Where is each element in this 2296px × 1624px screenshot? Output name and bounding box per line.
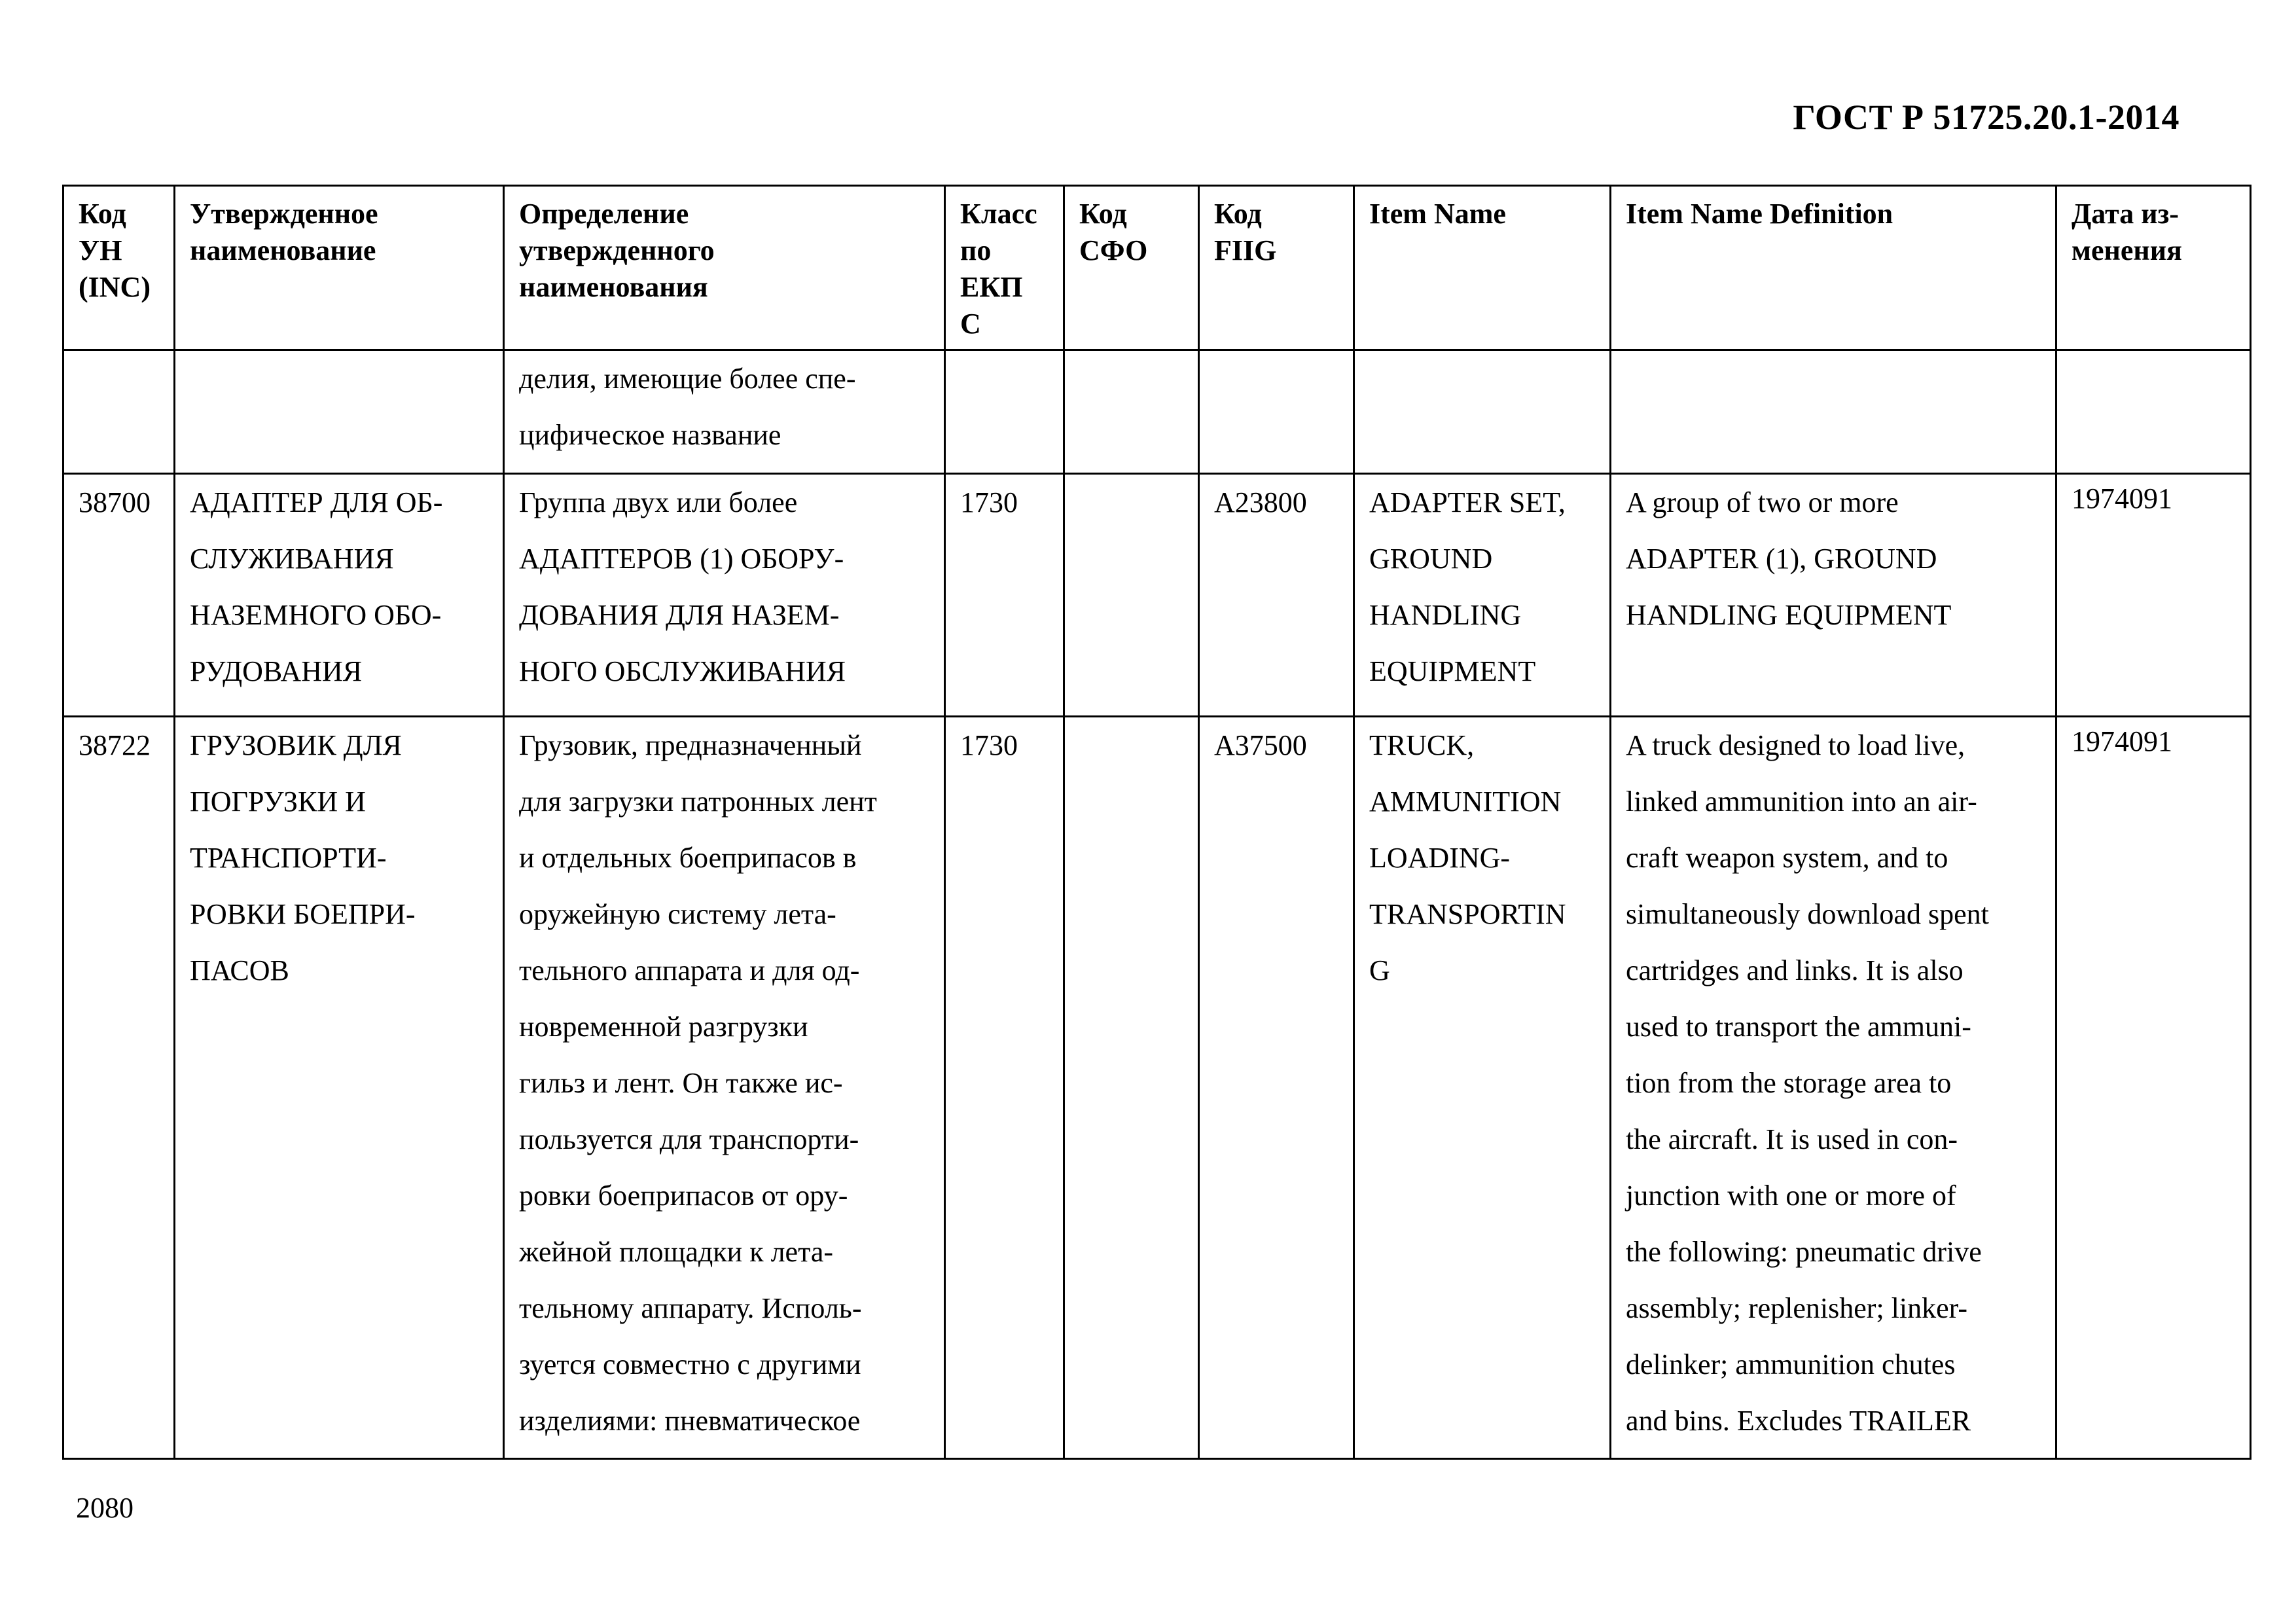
header-line: ЕКП xyxy=(960,271,1023,303)
header-line: УН xyxy=(79,234,122,266)
cell-line: junction with one or more of xyxy=(1626,1180,1956,1212)
cell-line: 1730 xyxy=(960,486,1018,518)
cell-line: ПОГРУЗКИ И xyxy=(190,785,366,818)
cell-sfo xyxy=(1064,350,1199,474)
cell-line: ГРУЗОВИК ДЛЯ xyxy=(190,729,402,761)
cell-line: AMMUNITION xyxy=(1369,785,1562,818)
cell-line: зуется совместно с другими xyxy=(519,1348,861,1380)
header-line: менения xyxy=(2072,234,2182,266)
cell-line: A truck designed to load live, xyxy=(1626,729,1965,761)
cell-line: linked ammunition into an air- xyxy=(1626,785,1977,818)
cell-line: Группа двух или более xyxy=(519,486,798,518)
cell-line: РУДОВАНИЯ xyxy=(190,655,363,687)
cell-line: A37500 xyxy=(1214,729,1307,761)
header-line: С xyxy=(960,308,981,340)
cell-line: НАЗЕМНОГО ОБО- xyxy=(190,599,442,631)
header-line: Item Name Definition xyxy=(1626,198,1893,230)
header-date xyxy=(2056,186,2251,350)
header-line: Код xyxy=(79,198,126,230)
cell-item-name-definition xyxy=(1611,717,2056,1459)
cell-line: used to transport the ammuni- xyxy=(1626,1011,1971,1043)
catalog-table xyxy=(62,185,2251,1460)
header-item-name xyxy=(1354,186,1611,350)
header-line: по xyxy=(960,234,992,266)
table-row xyxy=(63,474,2251,717)
cell-item-name xyxy=(1354,717,1611,1459)
cell-definition xyxy=(504,474,945,717)
header-sfo xyxy=(1064,186,1199,350)
cell-line: СЛУЖИВАНИЯ xyxy=(190,543,394,575)
cell-line: тельному аппарату. Исполь- xyxy=(519,1292,862,1324)
cell-approved-name xyxy=(175,717,504,1459)
cell-line: TRANSPORTIN xyxy=(1369,898,1566,930)
document-standard-header: ГОСТ Р 51725.20.1-2014 xyxy=(1793,98,2179,137)
cell-line: LOADING- xyxy=(1369,842,1511,874)
cell-line: АДАПТЕР ДЛЯ ОБ- xyxy=(190,486,443,518)
header-line: Код xyxy=(1214,198,1262,230)
header-line: Item Name xyxy=(1369,198,1506,230)
cell-line: цифическое название xyxy=(519,419,781,451)
cell-line: ADAPTER SET, xyxy=(1369,486,1566,518)
cell-line: для загрузки патронных лент xyxy=(519,785,877,818)
cell-fiig xyxy=(1199,350,1354,474)
cell-date xyxy=(2056,350,2251,474)
header-approved-name xyxy=(175,186,504,350)
cell-class xyxy=(945,474,1064,717)
cell-line: A23800 xyxy=(1214,486,1307,518)
cell-sfo xyxy=(1064,474,1199,717)
cell-item-name-definition xyxy=(1611,474,2056,717)
header-item-name-definition xyxy=(1611,186,2056,350)
cell-line: 1730 xyxy=(960,729,1018,761)
cell-date xyxy=(2056,474,2251,717)
cell-class xyxy=(945,717,1064,1459)
cell-line: the aircraft. It is used in con- xyxy=(1626,1123,1958,1155)
cell-line: tion from the storage area to xyxy=(1626,1067,1952,1099)
cell-class xyxy=(945,350,1064,474)
cell-line: ТРАНСПОРТИ- xyxy=(190,842,387,874)
cell-line: НОГО ОБСЛУЖИВАНИЯ xyxy=(519,655,846,687)
page-number: 2080 xyxy=(76,1492,134,1524)
cell-line: гильз и лент. Он также ис- xyxy=(519,1067,843,1099)
header-class xyxy=(945,186,1064,350)
cell-line: ровки боеприпасов от ору- xyxy=(519,1180,848,1212)
cell-line: 38722 xyxy=(79,729,151,761)
cell-line: АДАПТЕРОВ (1) ОБОРУ- xyxy=(519,543,844,575)
cell-line: пользуется для транспорти- xyxy=(519,1123,859,1155)
header-line: Дата из- xyxy=(2072,198,2179,230)
table-row xyxy=(63,350,2251,474)
cell-fiig xyxy=(1199,717,1354,1459)
cell-fiig xyxy=(1199,474,1354,717)
cell-line: the following: pneumatic drive xyxy=(1626,1236,1982,1268)
cell-line: изделиями: пневматическое xyxy=(519,1405,861,1437)
header-line: FIIG xyxy=(1214,234,1277,266)
cell-line: and bins. Excludes TRAILER xyxy=(1626,1405,1971,1437)
cell-date xyxy=(2056,717,2251,1459)
cell-line: simultaneously download spent xyxy=(1626,898,1989,930)
cell-approved-name xyxy=(175,350,504,474)
cell-sfo xyxy=(1064,717,1199,1459)
header-line: утвержденного xyxy=(519,234,715,266)
cell-line: тельного аппарата и для од- xyxy=(519,954,860,986)
cell-item-name xyxy=(1354,474,1611,717)
table-row xyxy=(63,717,2251,1459)
cell-line: GROUND xyxy=(1369,543,1493,575)
cell-inc xyxy=(63,350,175,474)
header-line: Код xyxy=(1079,198,1127,230)
cell-line: жейной площадки к лета- xyxy=(519,1236,834,1268)
cell-item-name-definition xyxy=(1611,350,2056,474)
cell-line: cartridges and links. It is also xyxy=(1626,954,1964,986)
cell-definition xyxy=(504,717,945,1459)
cell-line: 38700 xyxy=(79,486,151,518)
cell-line: TRUCK, xyxy=(1369,729,1475,761)
cell-line: delinker; ammunition chutes xyxy=(1626,1348,1956,1380)
header-inc xyxy=(63,186,175,350)
cell-inc xyxy=(63,717,175,1459)
cell-line: ДОВАНИЯ ДЛЯ НАЗЕМ- xyxy=(519,599,840,631)
header-line: Утвержденное xyxy=(190,198,378,230)
cell-line: EQUIPMENT xyxy=(1369,655,1536,687)
cell-line: делия, имеющие более спе- xyxy=(519,363,856,395)
header-line: наименование xyxy=(190,234,376,266)
header-line: СФО xyxy=(1079,234,1148,266)
header-line: (INC) xyxy=(79,271,151,303)
cell-inc xyxy=(63,474,175,717)
cell-line: A group of two or more xyxy=(1626,486,1899,518)
cell-line: HANDLING EQUIPMENT xyxy=(1626,599,1952,631)
header-line: наименования xyxy=(519,271,708,303)
cell-line: оружейную систему лета- xyxy=(519,898,836,930)
cell-item-name xyxy=(1354,350,1611,474)
header-line: Класс xyxy=(960,198,1037,230)
cell-line: assembly; replenisher; linker- xyxy=(1626,1292,1968,1324)
cell-line: РОВКИ БОЕПРИ- xyxy=(190,898,416,930)
cell-line: и отдельных боеприпасов в xyxy=(519,842,857,874)
cell-line: HANDLING xyxy=(1369,599,1522,631)
cell-approved-name xyxy=(175,474,504,717)
header-line: Определение xyxy=(519,198,689,230)
cell-line: craft weapon system, and to xyxy=(1626,842,1948,874)
cell-line: ADAPTER (1), GROUND xyxy=(1626,543,1937,575)
cell-line: ПАСОВ xyxy=(190,954,289,986)
cell-line: G xyxy=(1369,954,1390,986)
table-body xyxy=(63,350,2251,1459)
cell-line: 1974091 xyxy=(2072,482,2172,514)
cell-line: 1974091 xyxy=(2072,725,2172,757)
header-fiig xyxy=(1199,186,1354,350)
cell-definition xyxy=(504,350,945,474)
cell-line: Грузовик, предназначенный xyxy=(519,729,862,761)
table-header-row xyxy=(63,186,2251,350)
header-definition xyxy=(504,186,945,350)
cell-line: новременной разгрузки xyxy=(519,1011,808,1043)
